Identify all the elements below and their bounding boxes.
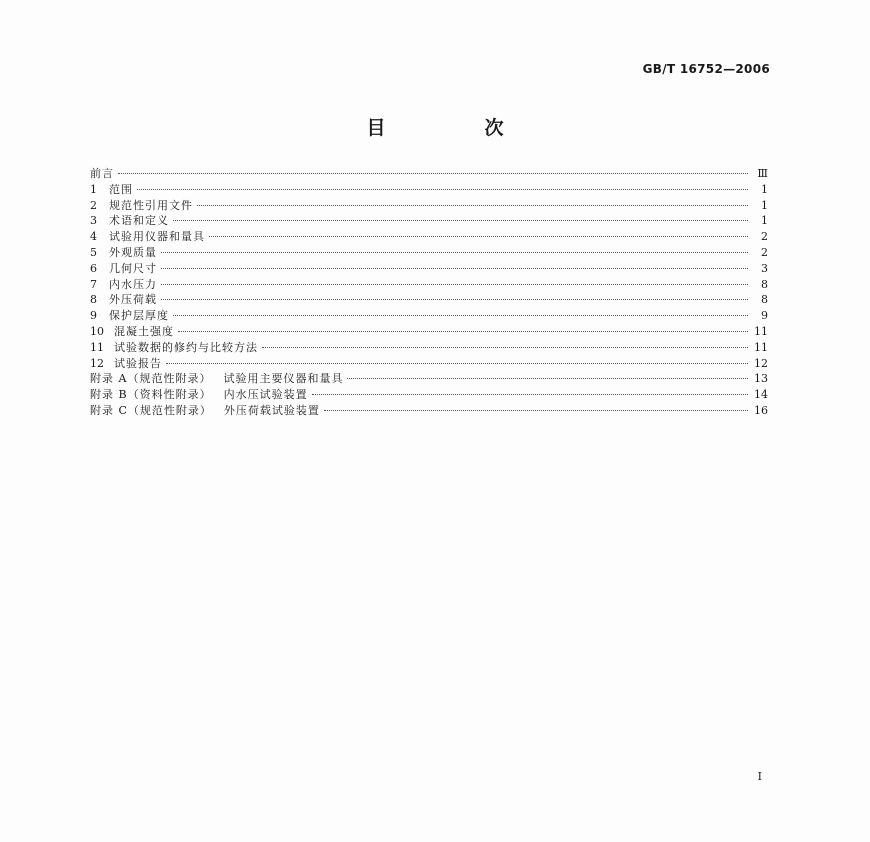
toc-entry-text: 外压荷载 [109, 293, 157, 307]
toc-annex-label: 附录 A（规范性附录） [90, 372, 212, 386]
toc-entry-9[interactable] [90, 308, 768, 324]
toc-entry-number: 9 [90, 309, 97, 323]
toc-entry-page: 2 [761, 230, 768, 244]
toc-entry-number: 5 [90, 245, 97, 259]
toc-entry-7[interactable] [90, 277, 768, 293]
toc-leader-dots [209, 236, 748, 237]
toc-leader-dots [197, 205, 748, 206]
toc-entry-number: 6 [90, 261, 97, 275]
toc-entry-page: 11 [754, 324, 768, 338]
toc-entry-text: 试验用仪器和量具 [109, 230, 205, 244]
toc-entry-1[interactable] [90, 182, 768, 198]
toc-annex-c[interactable] [90, 403, 768, 419]
toc-entry-11[interactable] [90, 340, 768, 356]
toc-annex-a[interactable] [90, 371, 768, 387]
toc-entry-text: 混凝土强度 [114, 324, 174, 338]
toc-annex-b[interactable] [90, 387, 768, 403]
toc-entry-text: 试验用主要仪器和量具 [223, 372, 344, 386]
toc-entry-number: 4 [90, 230, 97, 244]
toc-entry-2[interactable] [90, 198, 768, 214]
toc-leader-dots [347, 378, 748, 379]
toc-entry-5[interactable] [90, 245, 768, 261]
toc-entry-text: 试验报告 [114, 356, 162, 370]
toc-entry-text: 内水压力 [109, 277, 157, 291]
toc-entry-text: 内水压试验装置 [223, 388, 308, 402]
toc-entry-page: 1 [761, 198, 768, 212]
toc-entry-text: 范围 [109, 182, 133, 196]
toc-leader-dots [161, 284, 748, 285]
toc-entry-text: 前言 [90, 167, 114, 180]
toc-entry-12[interactable] [90, 356, 768, 372]
toc-leader-dots [166, 363, 748, 364]
toc-entry-3[interactable] [90, 213, 768, 229]
toc-leader-dots [324, 410, 748, 411]
toc-entry-number: 3 [90, 214, 97, 228]
toc-entry-foreword[interactable] [90, 166, 768, 182]
toc-entry-number: 8 [90, 293, 97, 307]
toc-annex-label: 附录 B（资料性附录） [90, 388, 212, 402]
toc-entry-number: 10 [90, 324, 104, 338]
toc-entry-number: 12 [90, 356, 104, 370]
toc-entry-6[interactable] [90, 261, 768, 277]
toc-entry-text: 规范性引用文件 [109, 198, 193, 212]
footer-page-number: I [757, 770, 762, 783]
toc-entry-page: 16 [754, 403, 768, 417]
toc-entry-number: 11 [90, 340, 104, 354]
toc-entry-text: 外压荷载试验装置 [223, 403, 320, 417]
toc-entry-text: 保护层厚度 [109, 309, 169, 323]
page-title: 目 次 [366, 117, 544, 139]
toc-entry-4[interactable] [90, 229, 768, 245]
toc-entry-text: 几何尺寸 [109, 261, 157, 275]
toc-entry-page: Ⅲ [757, 167, 768, 180]
toc-leader-dots [312, 394, 748, 395]
toc-entry-text: 外观质量 [109, 245, 157, 259]
toc-entry-8[interactable] [90, 292, 768, 308]
toc-entry-number: 7 [90, 277, 97, 291]
toc-entry-page: 2 [761, 245, 768, 259]
toc-entry-text: 术语和定义 [109, 214, 169, 228]
toc-leader-dots [161, 252, 748, 253]
toc-leader-dots [161, 268, 748, 269]
toc-entry-page: 14 [754, 388, 768, 402]
toc-entry-10[interactable] [90, 324, 768, 340]
toc-entry-page: 3 [761, 261, 768, 275]
toc-entry-page: 8 [761, 277, 768, 291]
toc-entry-text: 试验数据的修约与比较方法 [114, 340, 258, 354]
toc-entry-number: 2 [90, 198, 97, 212]
toc-entry-page: 1 [761, 182, 768, 196]
toc-leader-dots [161, 299, 748, 300]
toc-entry-page: 12 [754, 356, 768, 370]
toc-entry-page: 13 [754, 372, 768, 386]
toc-leader-dots [173, 315, 748, 316]
toc-entry-page: 8 [761, 293, 768, 307]
toc-leader-dots [137, 189, 748, 190]
toc-leader-dots [118, 173, 748, 174]
toc-leader-dots [262, 347, 748, 348]
toc-entry-page: 1 [761, 214, 768, 228]
toc-leader-dots [178, 331, 748, 332]
toc-annex-label: 附录 C（规范性附录） [90, 403, 212, 417]
toc-entry-number: 1 [90, 182, 97, 196]
toc-entry-page: 11 [754, 340, 768, 354]
toc-leader-dots [173, 220, 748, 221]
toc-entry-page: 9 [761, 309, 768, 323]
standard-code: GB/T 16752—2006 [642, 62, 770, 76]
table-of-contents [90, 166, 768, 419]
